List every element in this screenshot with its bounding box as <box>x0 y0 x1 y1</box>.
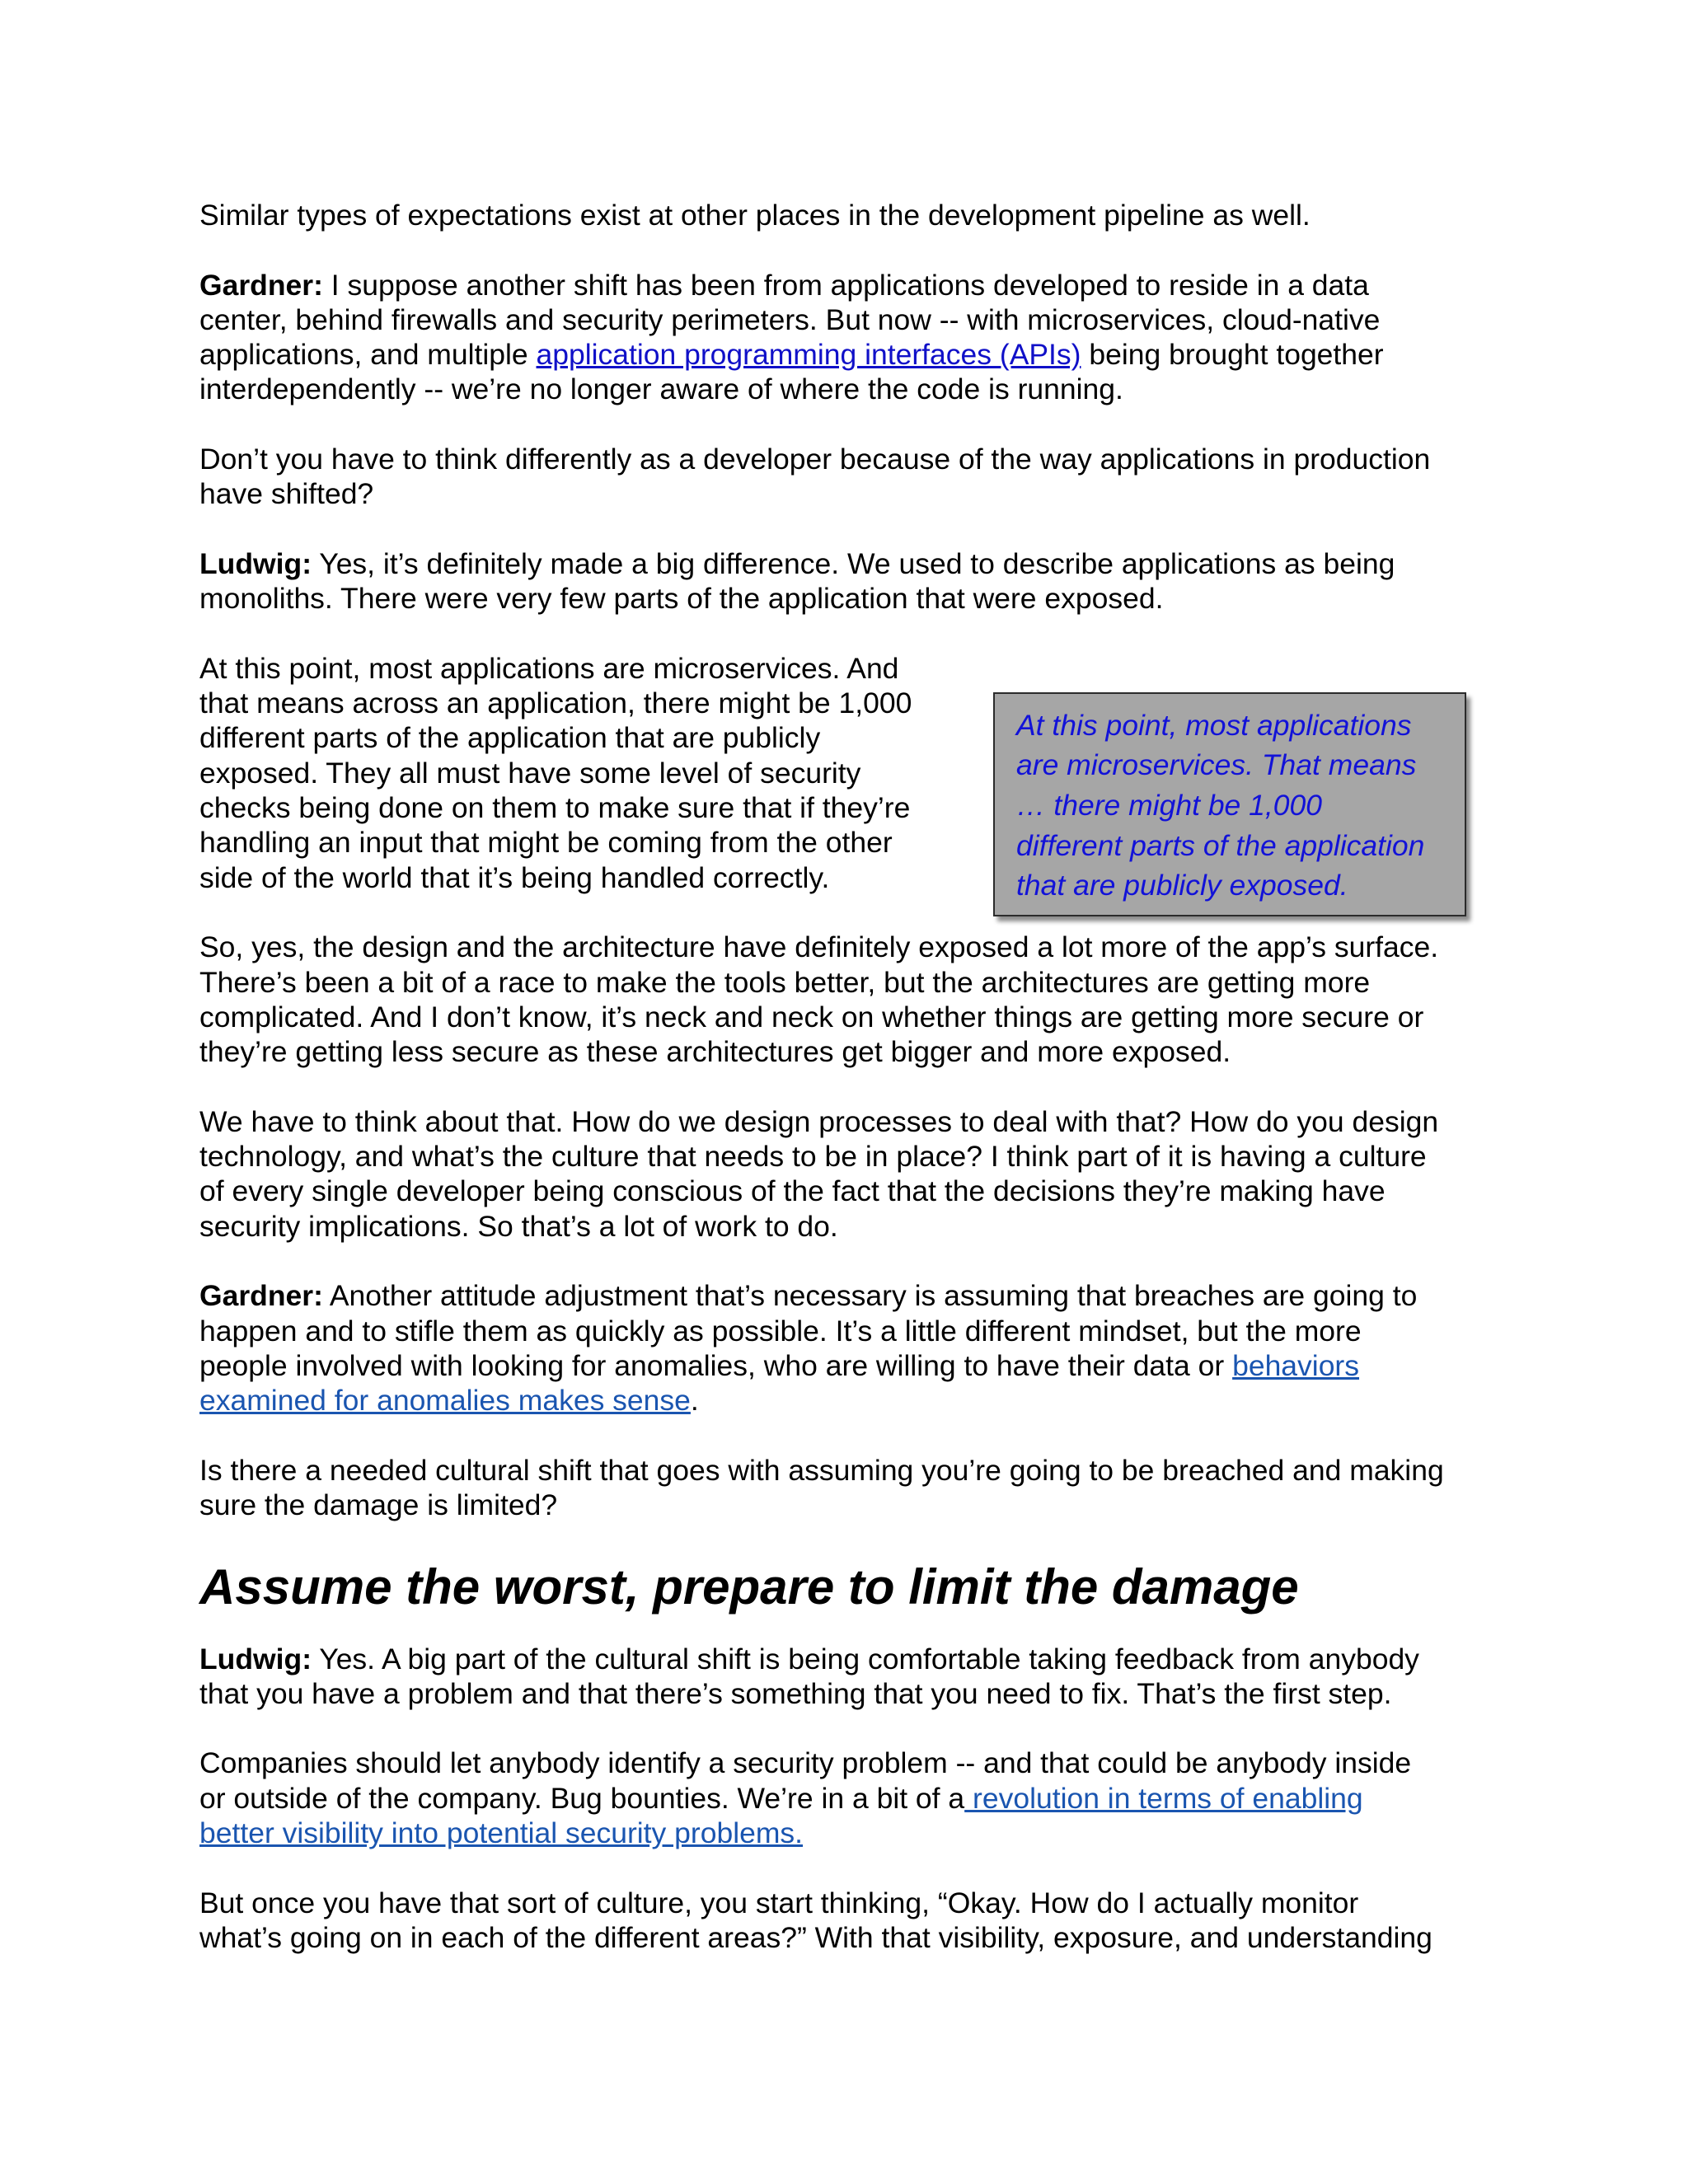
paragraph-text: Companies should let anybody identify a security problem -- and that could be anybody inside or outside of the company. Bug bounties. We’re in a bit of a <box>199 1746 1412 1815</box>
section-heading: Assume the worst, prepare to limit the damage <box>199 1558 1299 1615</box>
pull-quote-text: At this point, most applications are microservices. That means … there might be 1,000 different parts of the application that are publicly exposed. <box>1016 708 1425 902</box>
paragraph-monitor: But once you have that sort of culture, you start thinking, “Okay. How do I actually monitor what’s going on in each of the different areas?” With that visibility, exposure, and understanding <box>199 1886 1432 1954</box>
paragraph-design-architecture: So, yes, the design and the architecture have definitely exposed a lot more of the app’s surface. There’s been a bit of a race to make the tools better, but the architectures are getting more complicated. And I don’t know, it’s neck and neck on whether things are getting more secure or they’re getting less secure as these architectures get bigger and more exposed. <box>199 930 1439 1069</box>
behaviors-anomalies-link[interactable]: behaviors examined for anomalies makes sense <box>199 1348 1360 1418</box>
paragraph-text: Yes, it’s definitely made a big difference. We used to describe applications as being monoliths. There were very few parts of the application that were exposed. <box>199 546 1395 616</box>
speaker-label: Ludwig: <box>199 546 312 580</box>
paragraph-text: being brought together interdependently -- we’re no longer aware of where the code is running. <box>199 338 1384 406</box>
paragraph-culture: We have to think about that. How do we design processes to deal with that? How do you design technology, and what’s the culture that needs to be in place? I think part of it is having a culture of every single developer being conscious of the fact that the decisions they’re making have security implications. So that’s a lot of work to do. <box>199 1104 1439 1243</box>
pull-quote-box <box>993 692 1466 916</box>
paragraph-ludwig-monoliths <box>199 546 1500 616</box>
paragraph-text: I suppose another shift has been from applications developed to reside in a data center, behind firewalls and security perimeters. But now -- with microservices, cloud-native applications, and multiple <box>199 268 1381 372</box>
revolution-visibility-link[interactable]: revolution in terms of enabling better visibility into potential security problems. <box>199 1781 1363 1850</box>
paragraph-cultural-shift-question: Is there a needed cultural shift that goes with assuming you’re going to be breached and making sure the damage is limited? <box>199 1453 1444 1521</box>
paragraph-text: Yes. A big part of the cultural shift is being comfortable taking feedback from anybody that you have a problem and that there’s something that you need to fix. That’s the first step. <box>199 1642 1419 1710</box>
paragraph-gardner-attitude <box>199 1278 1500 1418</box>
paragraph-ludwig-feedback <box>199 1642 1500 1712</box>
paragraph-gardner-shift <box>199 268 1500 407</box>
paragraph-pipeline-expectations: Similar types of expectations exist at other places in the development pipeline as well. <box>199 199 1311 232</box>
paragraph-text: . <box>690 1384 699 1418</box>
paragraph-think-differently: Don’t you have to think differently as a developer because of the way applications in production have shifted? <box>199 443 1431 511</box>
paragraph-text: Another attitude adjustment that’s necessary is assuming that breaches are going to happen and to stifle them as quickly as possible. It’s a little different mindset, but the more people involved with looking for anomalies, who are willing to have their data or <box>199 1279 1418 1382</box>
paragraph-microservices: At this point, most applications are microservices. And that means across an application, there might be 1,000 different parts of the application that are publicly exposed. They all must have some level of security checks being done on them to make sure that if they’re handling an input that might be coming from the other side of the world that it’s being handled correctly. <box>199 651 912 894</box>
apis-link[interactable]: application programming interfaces (APIs) <box>536 338 1081 372</box>
microservices-section <box>199 651 1500 902</box>
paragraph-bug-bounties <box>199 1746 1500 1850</box>
speaker-label: Ludwig: <box>199 1642 312 1675</box>
document-page <box>199 198 1500 1990</box>
speaker-label: Gardner: <box>199 1279 323 1313</box>
speaker-label: Gardner: <box>199 268 323 302</box>
